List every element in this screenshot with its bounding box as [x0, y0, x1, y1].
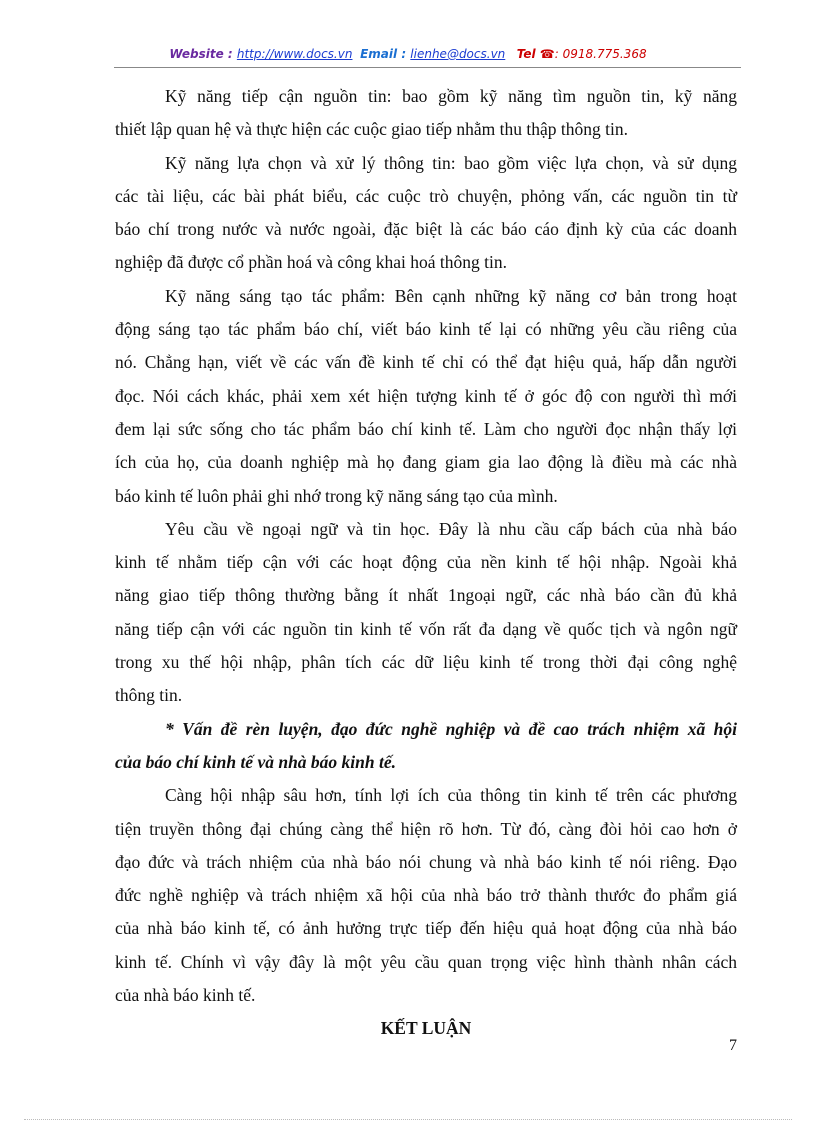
text-line: báo kinh tế luôn phải ghi nhớ trong kỹ năng sáng tạo của mình.: [115, 485, 558, 506]
paragraph: [115, 513, 737, 713]
email-label: Email :: [360, 47, 411, 61]
text-line: báo chí trong nước và nước ngoài, đặc biệt là các báo cáo định kỳ của các doanh: [115, 219, 737, 240]
text-line: thiết lập quan hệ và thực hiện các cuộc giao tiếp nhằm thu thập thông tin.: [115, 119, 628, 140]
text-line: đọc. Nói cách khác, phải xem xét hiện tượng kinh tế ở góc độ con người thì mới: [115, 385, 737, 406]
text-line: tiện truyền thông đại chúng càng thể hiện rõ hơn. Từ đó, càng đòi hỏi cao hơn ở: [115, 818, 737, 839]
website-link[interactable]: http://www.docs.vn: [236, 47, 353, 61]
section-heading: [115, 713, 737, 780]
email-link[interactable]: lienhe@docs.vn: [410, 47, 506, 61]
header-divider: [114, 67, 741, 68]
text-line: trong xu thế hội nhập, phân tích các dữ liệu kinh tế trong thời đại công nghệ: [115, 652, 737, 673]
conclusion-title: KẾT LUẬN: [380, 1018, 472, 1039]
text-line: năng giao tiếp thông thường bằng ít nhất 1ngoại ngữ, các nhà báo cần đủ khả: [115, 585, 737, 606]
text-line: Kỹ năng lựa chọn và xử lý thông tin: bao gồm việc lựa chọn, và sử dụng: [165, 152, 737, 173]
text-line: * Vấn đề rèn luyện, đạo đức nghề nghiệp và đề cao trách nhiệm xã hội: [165, 718, 737, 739]
page-header: [0, 47, 816, 61]
paragraph: [115, 280, 737, 513]
paragraph: [115, 147, 737, 280]
paragraph: [115, 779, 737, 1012]
text-line: thông tin.: [115, 685, 183, 706]
tel-number: : 0918.775.368: [554, 47, 647, 61]
text-line: Yêu cầu về ngoại ngữ và tin học. Đây là nhu cầu cấp bách của nhà báo: [165, 518, 737, 539]
tel-label: Tel ☎: [516, 47, 555, 61]
text-line: của báo chí kinh tế và nhà báo kinh tế.: [115, 751, 397, 772]
document-body: [115, 80, 737, 1046]
text-line: Càng hội nhập sâu hơn, tính lợi ích của thông tin kinh tế trên các phương: [165, 785, 737, 806]
text-line: đem lại sức sống cho tác phẩm báo chí kinh tế. Làm cho người đọc nhận thấy lợi: [115, 418, 737, 439]
text-line: của nhà báo kinh tế.: [115, 985, 256, 1006]
text-line: Kỹ năng tiếp cận nguồn tin: bao gồm kỹ năng tìm nguồn tin, kỹ năng: [165, 86, 737, 106]
text-line: đạo đức và trách nhiệm của nhà báo nói chung và nhà báo kinh tế nói riêng. Đạo: [115, 851, 737, 872]
text-line: kinh tế. Chính vì vậy đây là một yêu cầu quan trọng việc hình thành nhân cách: [115, 951, 737, 972]
page-number: 7: [729, 1037, 737, 1054]
text-line: năng tiếp cận với các nguồn tin kinh tế vốn rất đa dạng về quốc tịch và ngôn ngữ: [115, 618, 737, 639]
text-line: Kỹ năng sáng tạo tác phẩm: Bên cạnh những kỹ năng cơ bản trong hoạt: [165, 285, 737, 306]
text-line: động sáng tạo tác phẩm báo chí, viết báo kinh tế lại có những yêu cầu riêng của: [115, 319, 737, 340]
text-line: của nhà báo kinh tế, có ảnh hưởng trực tiếp đến hiệu quả hoạt động của nhà báo: [115, 918, 737, 939]
paragraph: [115, 80, 737, 147]
text-line: đức nghề nghiệp và trách nhiệm xã hội của nhà báo trở thành thước đo phẩm giá: [115, 885, 737, 906]
text-line: nghiệp đã được cổ phần hoá và công khai hoá thông tin.: [115, 252, 507, 273]
website-label: Website :: [169, 47, 237, 61]
text-line: nó. Chẳng hạn, viết về các vấn đề kinh tế chỉ có thể đạt hiệu quả, hấp dẫn người: [115, 352, 737, 373]
text-line: các tài liệu, các bài phát biểu, các cuộc trò chuyện, phỏng vấn, các nguồn tin từ: [115, 185, 737, 206]
page-bottom-border: [24, 1119, 792, 1120]
text-line: ích của họ, của doanh nghiệp mà họ đang giam gia lao động là điều mà các nhà: [115, 452, 737, 473]
text-line: kinh tế nhằm tiếp cận với các hoạt động của nền kinh tế hội nhập. Ngoài khả: [115, 552, 737, 573]
